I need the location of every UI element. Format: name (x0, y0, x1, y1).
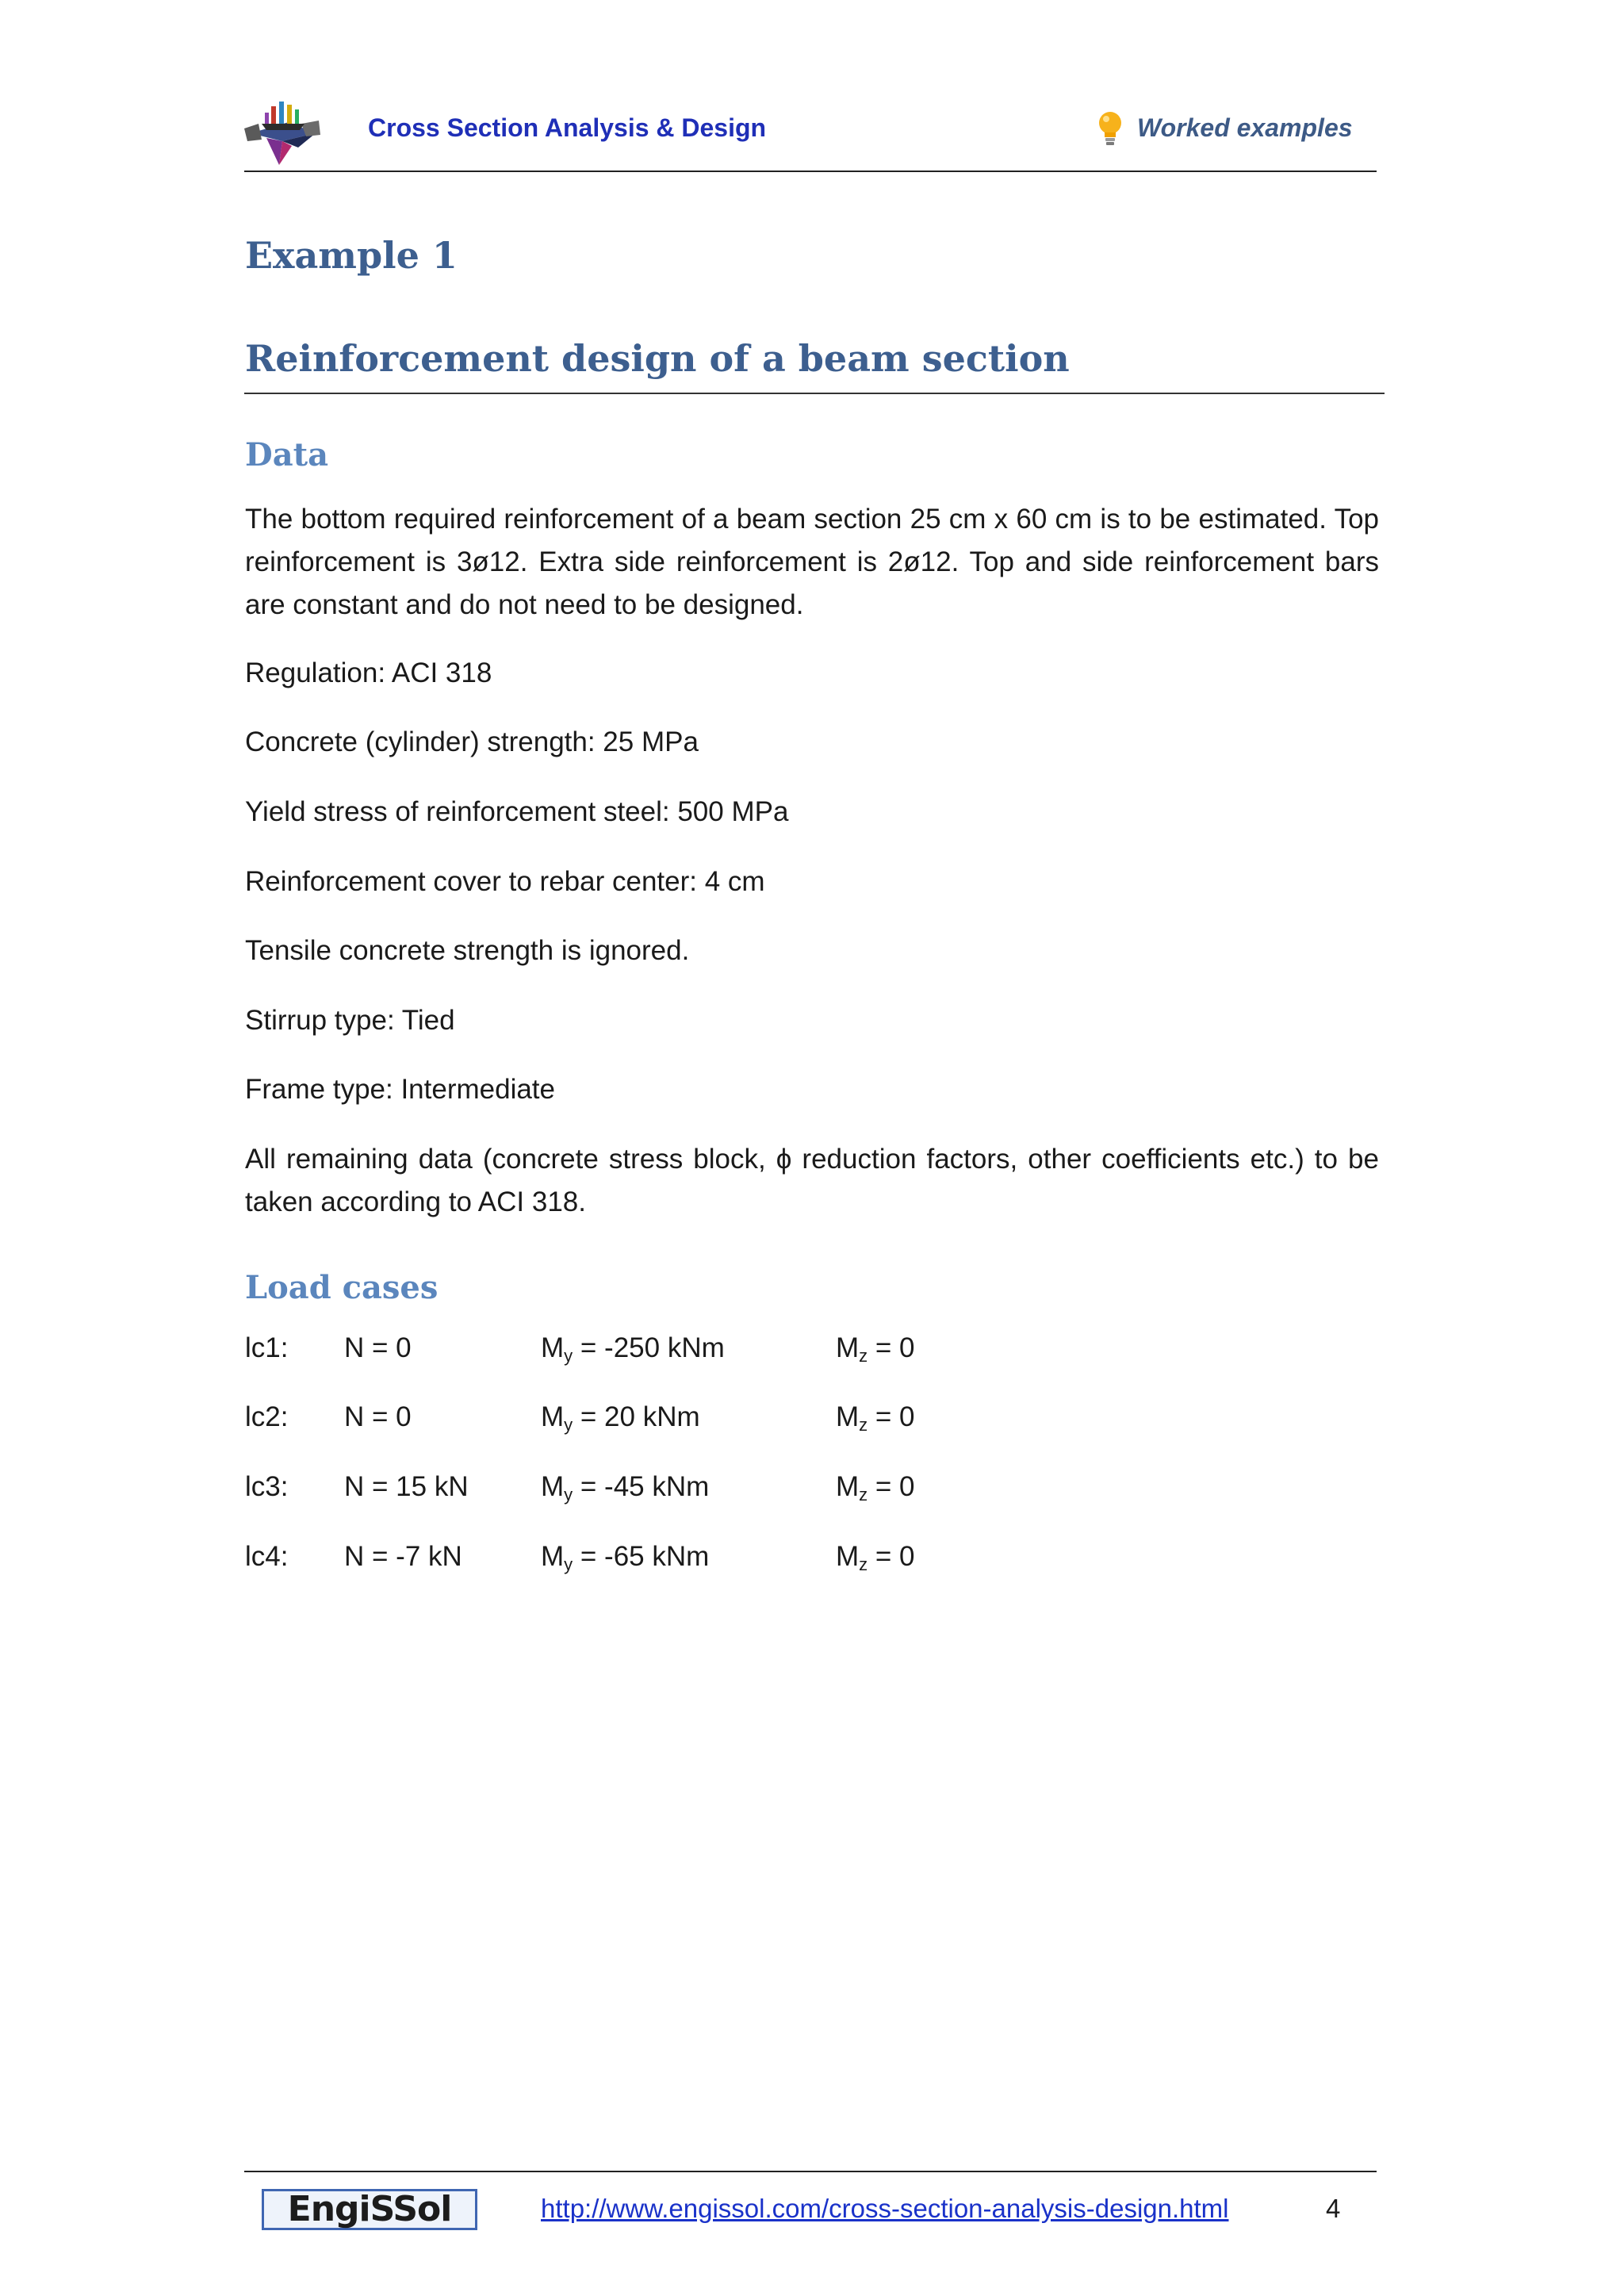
load-case-axial: N = 15 kN (344, 1471, 469, 1502)
load-case-mz: $M_z = 0$ (836, 1471, 915, 1504)
load-case-row (245, 1471, 1197, 1511)
section-divider (244, 393, 1385, 394)
data-heading: Data (245, 436, 328, 473)
section-title: Reinforcement design of a beam section (245, 337, 1070, 380)
load-cases-heading: Load cases (245, 1269, 439, 1306)
load-case-id: lc2: (245, 1401, 289, 1432)
data-item-concrete-strength: Concrete (cylinder) strength: 25 MPa (245, 726, 699, 757)
load-case-row (245, 1332, 1197, 1372)
data-item-yield-stress: Yield stress of reinforcement steel: 500 MPa (245, 796, 789, 827)
data-closing-paragraph: All remaining data (concrete stress block, ϕ reduction factors, other coefficients etc.) to be taken according to ACI 318. (245, 1144, 1379, 1217)
lightbulb-icon (1094, 109, 1126, 148)
load-case-my: $M_y = -250$ kNm (541, 1332, 725, 1366)
load-case-mz: $M_z = 0$ (836, 1332, 915, 1366)
footer-divider (244, 2171, 1377, 2172)
engissol-logo (262, 2189, 477, 2230)
load-case-id: lc1: (245, 1332, 289, 1363)
header-divider (244, 171, 1377, 172)
load-case-row (245, 1541, 1197, 1581)
footer-link[interactable]: http://www.engissol.com/cross-section-analysis-design.html (541, 2194, 1229, 2223)
load-case-mz: $M_z = 0$ (836, 1401, 915, 1435)
header-worked-examples: Worked examples (1137, 113, 1353, 142)
load-case-id: lc4: (245, 1541, 289, 1572)
page-number: 4 (1326, 2194, 1341, 2223)
load-case-mz: $M_z = 0$ (836, 1541, 915, 1574)
load-case-id: lc3: (245, 1471, 289, 1502)
engissol-logo-text: EngiSSol (287, 2189, 452, 2229)
header-title: Cross Section Analysis & Design (368, 113, 767, 142)
load-case-axial: N = -7 kN (344, 1541, 462, 1572)
data-item-cover: Reinforcement cover to rebar center: 4 cm (245, 866, 765, 897)
program-logo-icon (243, 92, 322, 168)
load-case-axial: N = 0 (344, 1401, 412, 1432)
data-item-regulation: Regulation: ACI 318 (245, 657, 492, 688)
data-item-frame: Frame type: Intermediate (245, 1074, 555, 1105)
data-intro-paragraph: The bottom required reinforcement of a beam section 25 cm x 60 cm is to be estimated. Top reinforcement is 3ø12. Extra side reinforcement is 2ø12. Top and side reinforcement bars are constant and do not need to be designed. (245, 504, 1379, 620)
load-case-my: $M_y = -65$ kNm (541, 1541, 710, 1574)
load-case-my: $M_y = 20$ kNm (541, 1401, 700, 1435)
load-case-axial: N = 0 (344, 1332, 412, 1363)
example-title: Example 1 (245, 234, 458, 277)
data-item-tensile: Tensile concrete strength is ignored. (245, 935, 690, 966)
data-item-stirrup: Stirrup type: Tied (245, 1005, 455, 1036)
load-case-my: $M_y = -45$ kNm (541, 1471, 710, 1504)
load-case-row (245, 1401, 1197, 1441)
